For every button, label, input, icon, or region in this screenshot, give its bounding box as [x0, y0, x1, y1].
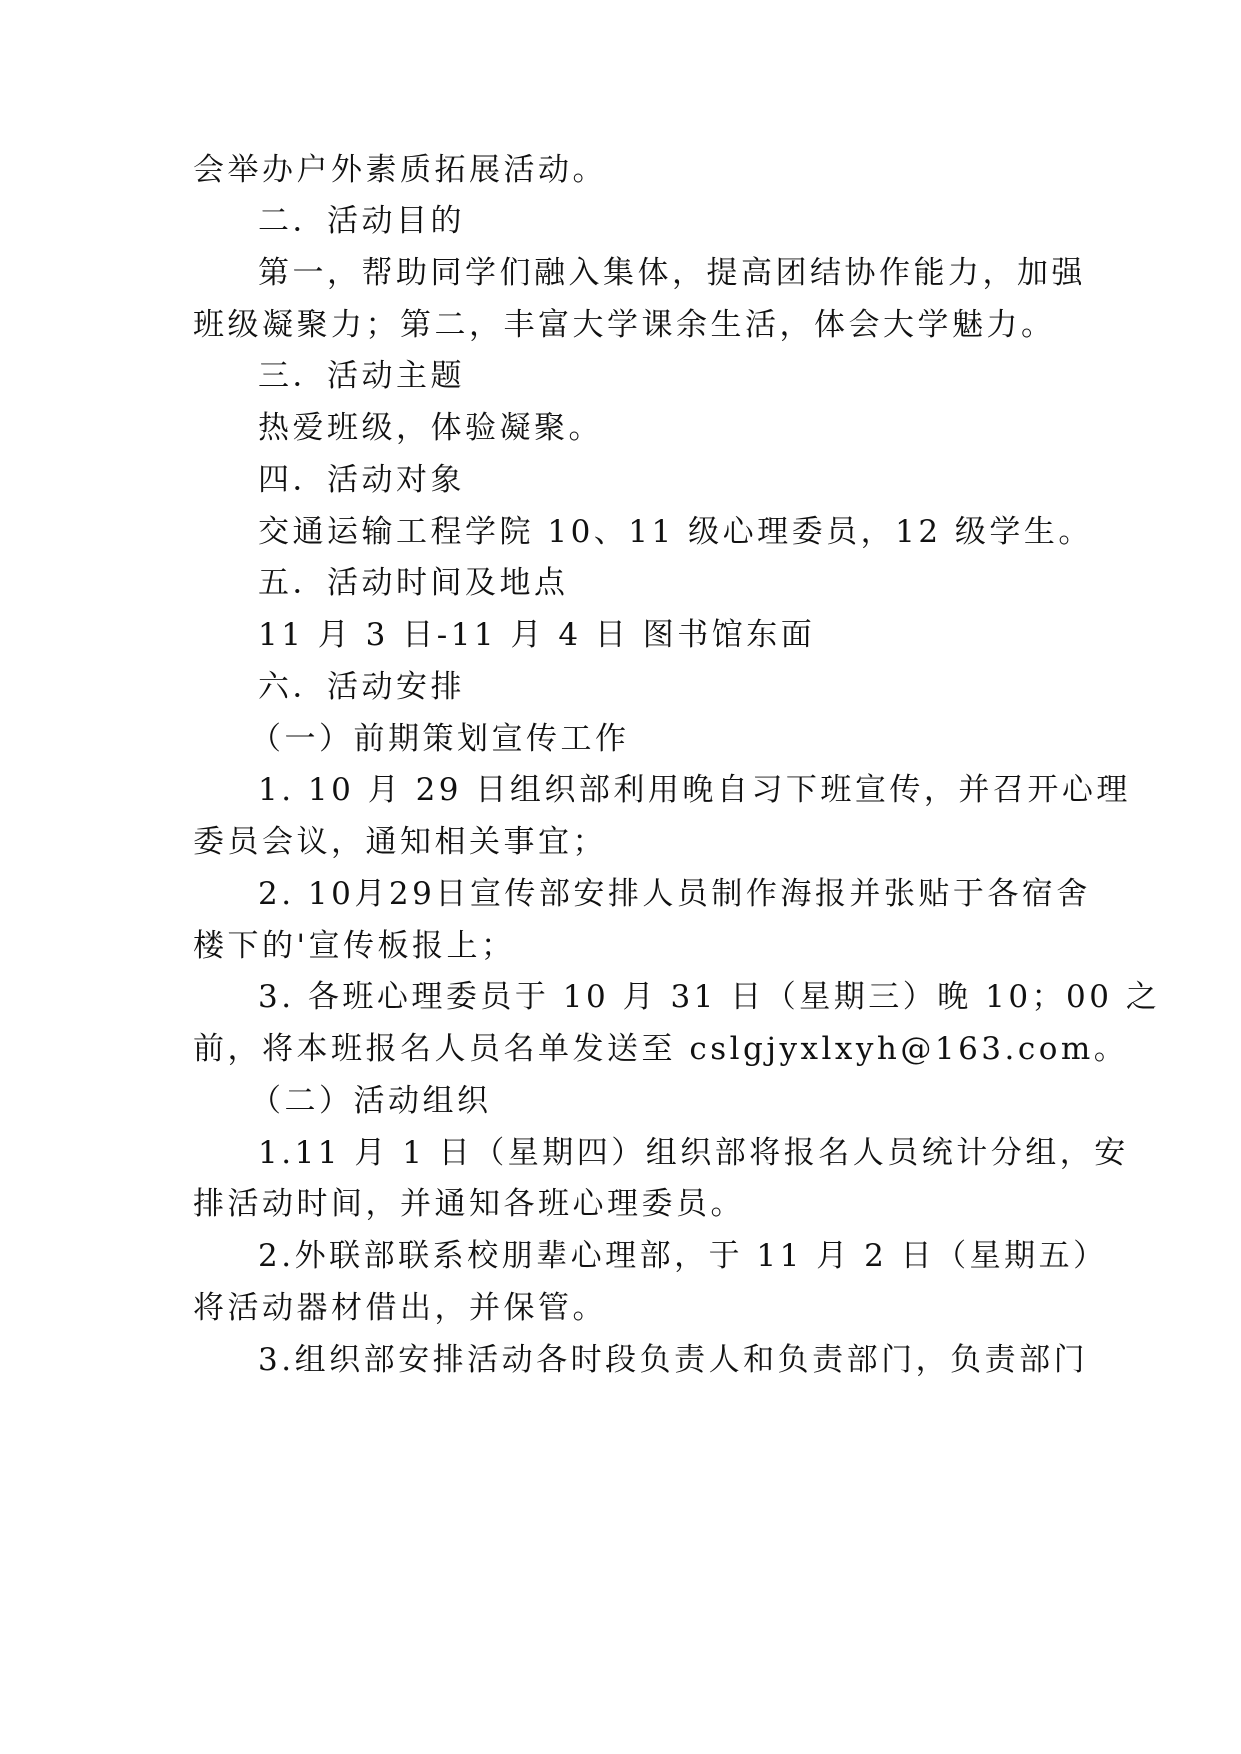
paragraph-line: 班级凝聚力；第二，丰富大学课余生活，体会大学魅力。 [193, 307, 1056, 343]
paragraph-line: 会举办户外素质拓展活动。 [193, 152, 607, 188]
section-heading-theme: 三．活动主题 [258, 358, 465, 394]
section-heading-audience: 四．活动对象 [258, 462, 465, 498]
paragraph-line: 前，将本班报名人员名单发送至 cslgjyxlxyh@163.com。 [193, 1031, 1129, 1067]
subsection-heading-organization: （二）活动组织 [250, 1083, 492, 1119]
section-heading-objective: 二．活动目的 [258, 203, 465, 239]
paragraph-line: 3.组织部安排活动各时段负责人和负责部门，负责部门 [258, 1342, 1089, 1378]
paragraph-line: 排活动时间，并通知各班心理委员。 [193, 1186, 745, 1222]
paragraph-line: 11 月 3 日-11 月 4 日 图书馆东面 [258, 617, 816, 653]
paragraph-line: 2. 10月29日宣传部安排人员制作海报并张贴于各宿舍 [258, 876, 1091, 912]
paragraph-line: 2.外联部联系校朋辈心理部，于 11 月 2 日（星期五） [258, 1238, 1108, 1274]
paragraph-line: 第一，帮助同学们融入集体，提高团结协作能力，加强 [258, 255, 1086, 291]
paragraph-line: 楼下的'宣传板报上； [193, 928, 516, 964]
paragraph-line: 交通运输工程学院 10、11 级心理委员，12 级学生。 [258, 514, 1093, 550]
section-heading-time-place: 五．活动时间及地点 [258, 565, 569, 601]
paragraph-line: 3. 各班心理委员于 10 月 31 日（星期三）晚 10；00 之 [258, 979, 1161, 1015]
paragraph-line: 1.11 月 1 日（星期四）组织部将报名人员统计分组，安 [258, 1135, 1129, 1171]
paragraph-line: 委员会议，通知相关事宜； [193, 824, 607, 860]
paragraph-line: 将活动器材借出，并保管。 [193, 1290, 607, 1326]
section-heading-arrangement: 六．活动安排 [258, 669, 465, 705]
paragraph-line: 热爱班级，体验凝聚。 [258, 410, 603, 446]
paragraph-line: 1. 10 月 29 日组织部利用晚自习下班宣传，并召开心理 [258, 772, 1131, 808]
subsection-heading-planning: （一）前期策划宣传工作 [250, 721, 630, 757]
